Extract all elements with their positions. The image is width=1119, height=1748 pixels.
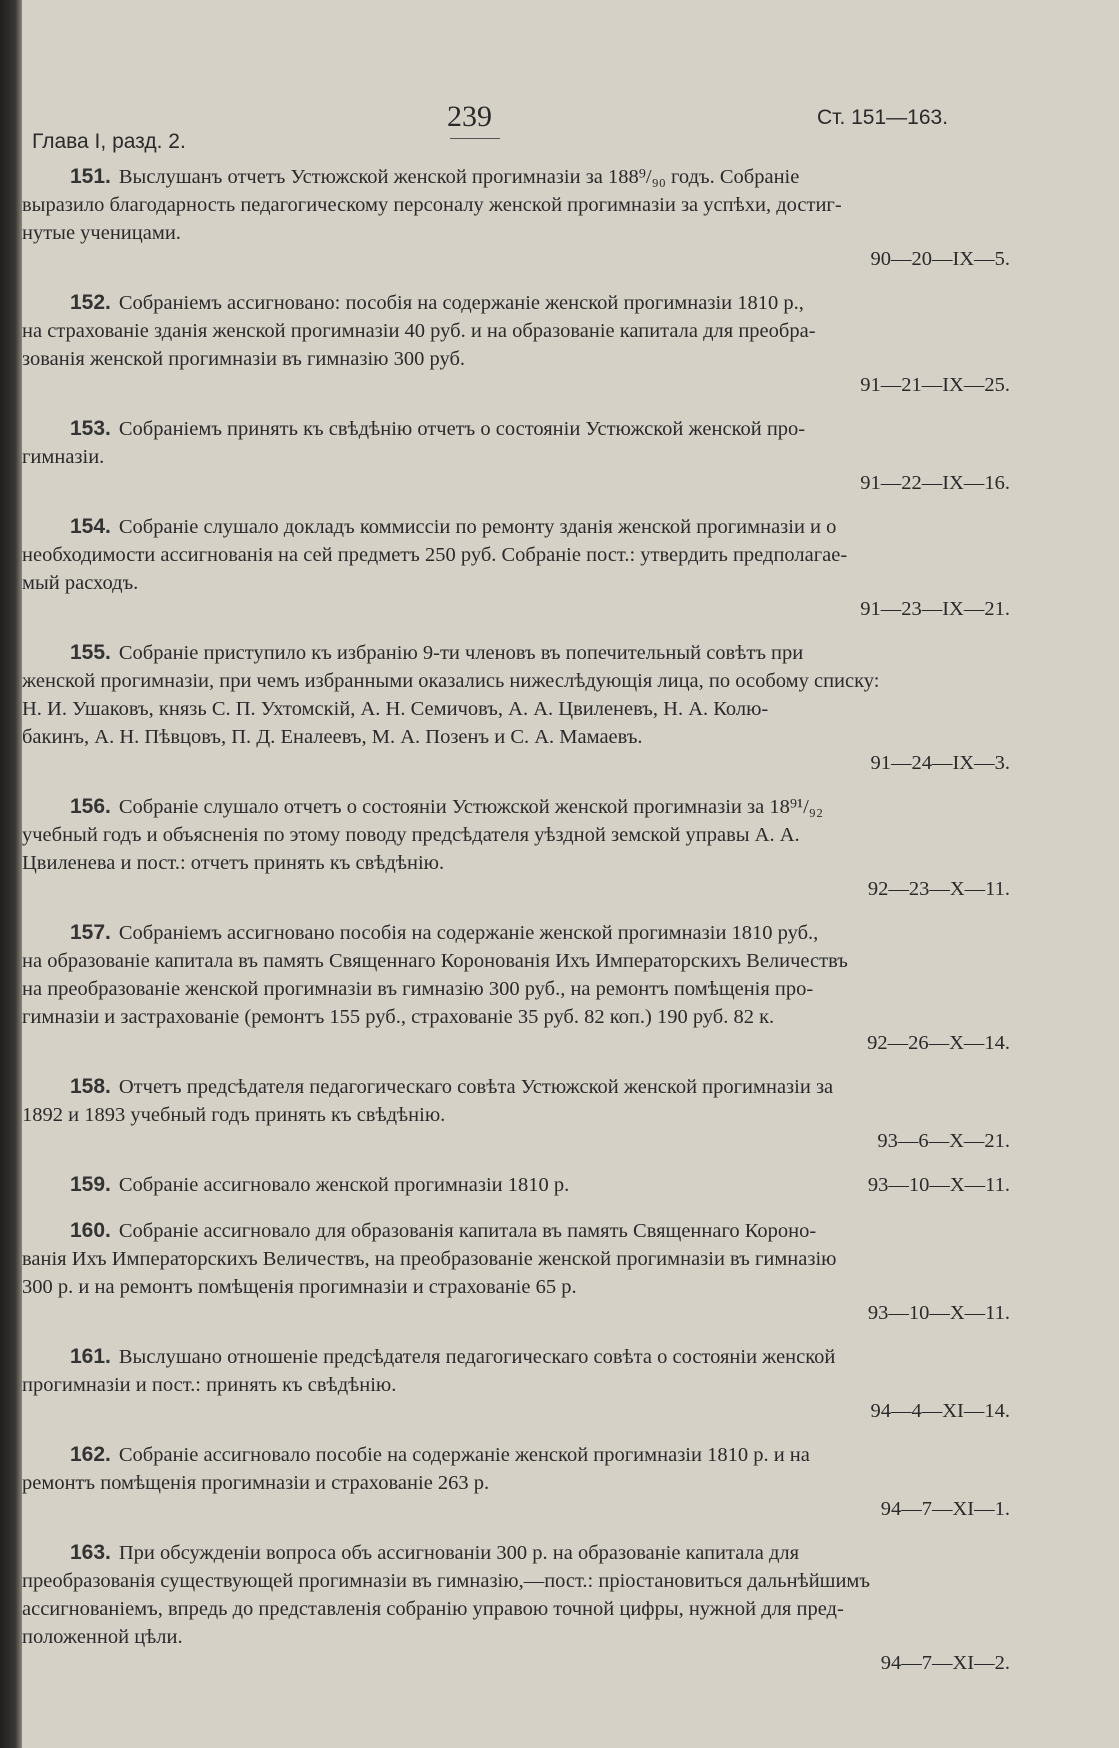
- entry-first-line: [22, 793, 1010, 821]
- entry-first-line: [22, 1441, 1010, 1469]
- entry-item: [22, 919, 1010, 1055]
- entry-first-line: [22, 513, 1010, 541]
- entry-number: 159.: [70, 1173, 111, 1196]
- entry-reference: 94—4—XI—14.: [870, 1400, 1010, 1422]
- entry-text: необходимости ассигнованія на сей предметъ 250 руб. Собраніе пост.: утвердить предполагае-: [22, 544, 848, 566]
- entry-text: на преобразованіе женской прогимназіи въ гимназію 300 руб., на ремонтъ помѣщенія про-: [22, 978, 814, 1000]
- entry-first-line: [22, 289, 1010, 317]
- entry-first-line: [22, 1171, 1010, 1199]
- entry-item: [22, 793, 1010, 901]
- entry-line: [22, 1567, 1010, 1595]
- entry-text: ремонтъ помѣщенія прогимназіи и страхованіе 263 р.: [22, 1472, 490, 1494]
- entry-text: Собраніемъ ассигновано пособія на содержаніе женской прогимназіи 1810 руб.,: [118, 922, 819, 944]
- entry-number: 158.: [70, 1075, 111, 1098]
- entry-item: [22, 1217, 1010, 1325]
- entry-text: ванія Ихъ Императорскихъ Величествъ, на преобразованіе женской прогимназіи въ гимназію: [22, 1248, 837, 1270]
- page-number-rule: [450, 138, 500, 139]
- entry-text: Собраніе ассигновало для образованія капитала въ память Священнаго Короно-: [118, 1220, 817, 1242]
- entry-reference: 93—10—X—11.: [867, 1174, 1010, 1196]
- entry-text: бакинъ, А. Н. Пѣвцовъ, П. Д. Еналеевъ, М. А. Позенъ и С. А. Мамаевъ.: [22, 726, 643, 748]
- entry-text: ассигнованіемъ, впредь до представленія собранію управою точной цифры, нужной для пред-: [22, 1598, 844, 1620]
- entry-reference: 94—7—XI—1.: [880, 1498, 1010, 1520]
- entries-list: [22, 163, 1010, 1693]
- entry-first-line: [22, 415, 1010, 443]
- page-header: [22, 100, 1119, 160]
- entry-item: [22, 1073, 1010, 1153]
- entry-text: Н. И. Ушаковъ, князь С. П. Ухтомскій, А. Н. Семичовъ, А. А. Цвиленевъ, Н. А. Колю-: [22, 698, 769, 720]
- entry-line: [22, 317, 1010, 345]
- entry-text: мый расходъ.: [22, 572, 139, 594]
- entry-number: 162.: [70, 1443, 111, 1466]
- entry-item: [22, 513, 1010, 621]
- entry-line: [22, 1623, 1010, 1651]
- entry-line: [22, 667, 1010, 695]
- entry-number: 151.: [70, 165, 111, 188]
- entry-item: [22, 1343, 1010, 1423]
- entry-text: Собраніе слушало отчетъ о состояніи Устюжской женской прогимназіи за 18⁹¹/₉₂: [118, 796, 824, 818]
- chapter-section-label: Глава I, разд. 2.: [32, 130, 186, 153]
- entry-line: [22, 695, 1010, 723]
- entry-number: 152.: [70, 291, 111, 314]
- entry-number: 157.: [70, 921, 111, 944]
- entry-line: [22, 219, 1010, 247]
- entry-text: Собраніемъ ассигновано: пособія на содержаніе женской прогимназіи 1810 р.,: [118, 292, 804, 314]
- entry-first-line: [22, 639, 1010, 667]
- entry-number: 153.: [70, 417, 111, 440]
- entry-reference: 91—21—IX—25.: [860, 374, 1010, 396]
- entry-first-line: [22, 1073, 1010, 1101]
- entry-line: [22, 1101, 1010, 1129]
- entry-line: [22, 1273, 1010, 1301]
- entry-line: [22, 1003, 1010, 1031]
- entry-item: [22, 163, 1010, 271]
- entry-line: [22, 821, 1010, 849]
- entry-text: Собраніе слушало докладъ коммиссіи по ремонту зданія женской прогимназіи и о: [118, 516, 837, 538]
- entry-text: выразило благодарность педагогическому персоналу женской прогимназіи за успѣхи, достиг-: [22, 194, 842, 216]
- entry-number: 155.: [70, 641, 111, 664]
- entry-text: учебный годъ и объясненія по этому поводу предсѣдателя уѣздной земской управы А. А.: [22, 824, 800, 846]
- entry-number: 163.: [70, 1541, 111, 1564]
- entry-text: Собраніе ассигновало женской прогимназіи 1810 р.: [118, 1174, 570, 1196]
- entry-text: нутые ученицами.: [22, 222, 181, 244]
- entry-reference: 94—7—XI—2.: [880, 1652, 1010, 1674]
- entry-item: [22, 289, 1010, 397]
- entry-first-line: [22, 919, 1010, 947]
- entry-reference: 92—23—X—11.: [867, 878, 1010, 900]
- entry-text: женской прогимназіи, при чемъ избранными оказались нижеслѣдующія лица, по особому списку:: [22, 670, 880, 692]
- entry-reference: 91—24—IX—3.: [870, 752, 1010, 774]
- entry-item: [22, 1539, 1010, 1675]
- entry-item: [22, 1171, 1010, 1199]
- entry-reference: 92—26—X—14.: [867, 1032, 1010, 1054]
- entry-item: [22, 639, 1010, 775]
- entry-text: Собраніе приступило къ избранію 9-ти членовъ въ попечительный совѣтъ при: [118, 642, 804, 664]
- article-range-label: Ст. 151—163.: [817, 106, 949, 129]
- entry-text: При обсужденіи вопроса объ ассигнованіи 300 р. на образованіе капитала для: [118, 1542, 800, 1564]
- entry-text: на страхованіе зданія женской прогимназіи 40 руб. и на образованіе капитала для преобра-: [22, 320, 816, 342]
- entry-reference: 91—22—IX—16.: [860, 472, 1010, 494]
- entry-first-line: [22, 163, 1010, 191]
- entry-text: Отчетъ предсѣдателя педагогическаго совѣта Устюжской женской прогимназіи за: [118, 1076, 834, 1098]
- entry-line: [22, 947, 1010, 975]
- document-page: [22, 0, 1119, 1748]
- entry-text: на образованіе капитала въ память Священнаго Коронованія Ихъ Императорскихъ Величествъ: [22, 950, 848, 972]
- entry-line: [22, 849, 1010, 877]
- entry-text: гимназіи и застрахованіе (ремонтъ 155 руб., страхованіе 35 руб. 82 коп.) 190 руб. 82 к.: [22, 1006, 775, 1028]
- entry-reference: 93—6—X—21.: [877, 1130, 1010, 1152]
- entry-text: Собраніе ассигновало пособіе на содержаніе женской прогимназіи 1810 р. и на: [118, 1444, 810, 1466]
- entry-line: [22, 1469, 1010, 1497]
- entry-text: 300 р. и на ремонтъ помѣщенія прогимназіи и страхованіе 65 р.: [22, 1276, 577, 1298]
- entry-item: [22, 1441, 1010, 1521]
- entry-text: зованія женской прогимназіи въ гимназію 300 руб.: [22, 348, 466, 370]
- entry-line: [22, 975, 1010, 1003]
- entry-text: 1892 и 1893 учебный годъ принять къ свѣдѣнію.: [22, 1104, 446, 1126]
- entry-number: 156.: [70, 795, 111, 818]
- entry-number: 161.: [70, 1345, 111, 1368]
- entry-text: положенной цѣли.: [22, 1626, 183, 1648]
- entry-reference: 90—20—IX—5.: [870, 248, 1010, 270]
- entry-line: [22, 541, 1010, 569]
- entry-line: [22, 443, 1010, 471]
- entry-line: [22, 723, 1010, 751]
- entry-text: Собраніемъ принять къ свѣдѣнію отчетъ о состояніи Устюжской женской про-: [118, 418, 806, 440]
- entry-line: [22, 569, 1010, 597]
- page-number: 239: [447, 100, 492, 133]
- entry-line: [22, 191, 1010, 219]
- entry-line: [22, 1245, 1010, 1273]
- entry-reference: 93—10—X—11.: [867, 1302, 1010, 1324]
- entry-line: [22, 1371, 1010, 1399]
- entry-text: преобразованія существующей прогимназіи въ гимназію,—пост.: пріостановиться дальнѣйшимъ: [22, 1570, 870, 1592]
- entry-number: 160.: [70, 1219, 111, 1242]
- entry-first-line: [22, 1539, 1010, 1567]
- entry-line: [22, 345, 1010, 373]
- entry-first-line: [22, 1343, 1010, 1371]
- entry-reference: 91—23—IX—21.: [860, 598, 1010, 620]
- entry-first-line: [22, 1217, 1010, 1245]
- entry-item: [22, 415, 1010, 495]
- entry-text: Выслушанъ отчетъ Устюжской женской прогимназіи за 188⁹/₉₀ годъ. Собраніе: [118, 166, 800, 188]
- entry-text: гимназіи.: [22, 446, 105, 468]
- entry-line: [22, 1595, 1010, 1623]
- entry-text: прогимназіи и пост.: принять къ свѣдѣнію.: [22, 1374, 397, 1396]
- book-binding: [0, 0, 22, 1748]
- entry-text: Выслушано отношеніе предсѣдателя педагогическаго совѣта о состояніи женской: [118, 1346, 836, 1368]
- entry-number: 154.: [70, 515, 111, 538]
- entry-text: Цвиленева и пост.: отчетъ принять къ свѣдѣнію.: [22, 852, 445, 874]
